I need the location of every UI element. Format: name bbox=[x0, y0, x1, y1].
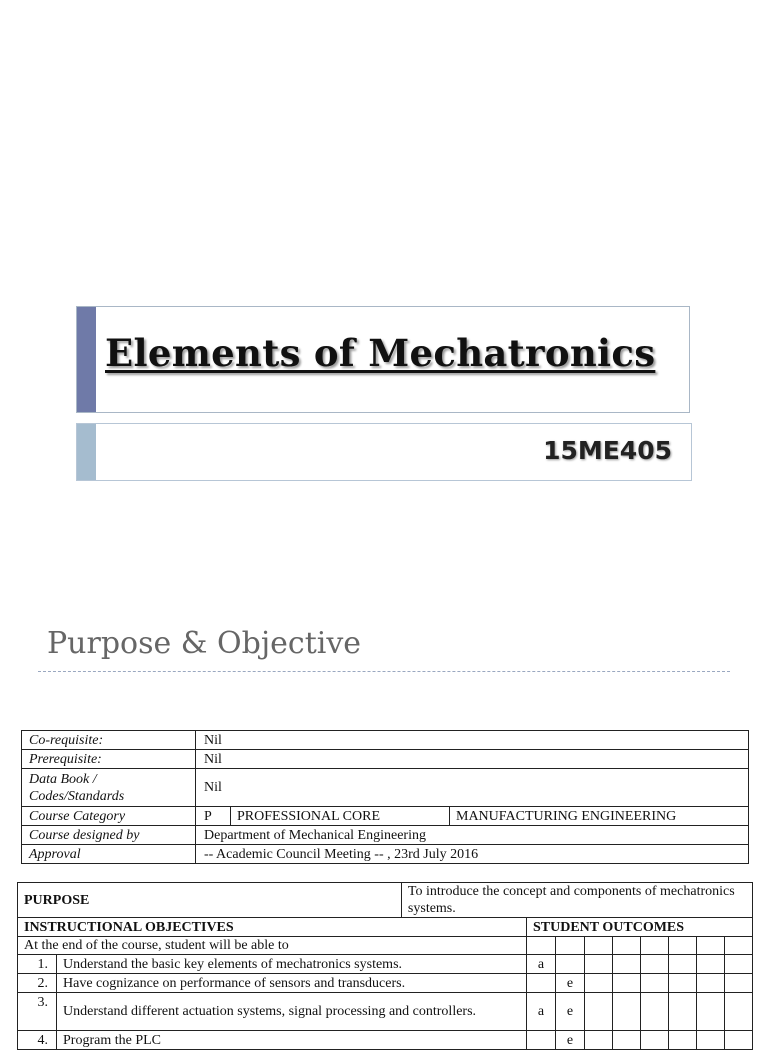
objective-number: 2. bbox=[18, 974, 57, 993]
table-row bbox=[18, 918, 753, 937]
objective-number: 3. bbox=[18, 993, 57, 1031]
objective-text: Understand different actuation systems, signal processing and controllers. bbox=[57, 993, 527, 1031]
table-row bbox=[22, 731, 749, 750]
info-label: Prerequisite: bbox=[22, 750, 196, 769]
section-heading: Purpose & Objective bbox=[47, 626, 362, 661]
info-label bbox=[22, 769, 196, 807]
table-row bbox=[22, 769, 749, 807]
outcome-cell: e bbox=[556, 993, 585, 1031]
purpose-table bbox=[17, 882, 753, 1050]
info-label: Co-requisite: bbox=[22, 731, 196, 750]
table-row bbox=[18, 974, 753, 993]
title-accent-bar bbox=[77, 307, 96, 412]
info-value: Department of Mechanical Engineering bbox=[196, 826, 749, 845]
title-box bbox=[76, 306, 690, 413]
objective-text: Have cognizance on performance of sensors and transducers. bbox=[57, 974, 527, 993]
table-row bbox=[18, 883, 753, 918]
table-row bbox=[22, 826, 749, 845]
objective-text: Program the PLC bbox=[57, 1031, 527, 1050]
outcomes-header: STUDENT OUTCOMES bbox=[527, 918, 753, 937]
table-row bbox=[18, 993, 753, 1031]
table-row bbox=[22, 807, 749, 826]
category-dept: MANUFACTURING ENGINEERING bbox=[450, 807, 749, 826]
info-value: -- Academic Council Meeting -- , 23rd July 2016 bbox=[196, 845, 749, 864]
table-row bbox=[22, 750, 749, 769]
course-code: 15ME405 bbox=[543, 436, 672, 465]
course-info-table bbox=[21, 730, 749, 864]
info-value: Nil bbox=[196, 769, 749, 807]
outcome-cell: a bbox=[527, 993, 556, 1031]
objective-text: Understand the basic key elements of mechatronics systems. bbox=[57, 955, 527, 974]
table-row bbox=[18, 937, 753, 955]
outcome-cell: a bbox=[527, 955, 556, 974]
outcome-cell: e bbox=[556, 974, 585, 993]
outcome-cell: e bbox=[556, 1031, 585, 1050]
outcome-cell bbox=[527, 974, 556, 993]
outcome-cell bbox=[527, 1031, 556, 1050]
purpose-text: To introduce the concept and components of mechatronics systems. bbox=[401, 883, 752, 918]
objectives-intro: At the end of the course, student will be able to bbox=[18, 937, 527, 955]
table-row bbox=[18, 955, 753, 974]
info-label: Course designed by bbox=[22, 826, 196, 845]
info-label: Course Category bbox=[22, 807, 196, 826]
table-row bbox=[18, 1031, 753, 1050]
purpose-label: PURPOSE bbox=[18, 883, 402, 918]
objectives-header: INSTRUCTIONAL OBJECTIVES bbox=[18, 918, 527, 937]
table-row bbox=[22, 845, 749, 864]
objective-number: 1. bbox=[18, 955, 57, 974]
category-code: P bbox=[196, 807, 231, 826]
info-label-line: Codes/Standards bbox=[29, 788, 125, 804]
info-label: Approval bbox=[22, 845, 196, 864]
section-divider bbox=[38, 671, 730, 672]
subtitle-box bbox=[76, 423, 692, 481]
outcome-cell bbox=[556, 955, 585, 974]
slide-title: Elements of Mechatronics bbox=[105, 331, 656, 375]
category-name: PROFESSIONAL CORE bbox=[231, 807, 450, 826]
info-label-line: Data Book / bbox=[29, 771, 97, 787]
info-value: Nil bbox=[196, 750, 749, 769]
info-value: Nil bbox=[196, 731, 749, 750]
subtitle-accent-bar bbox=[77, 424, 96, 480]
objective-number: 4. bbox=[18, 1031, 57, 1050]
